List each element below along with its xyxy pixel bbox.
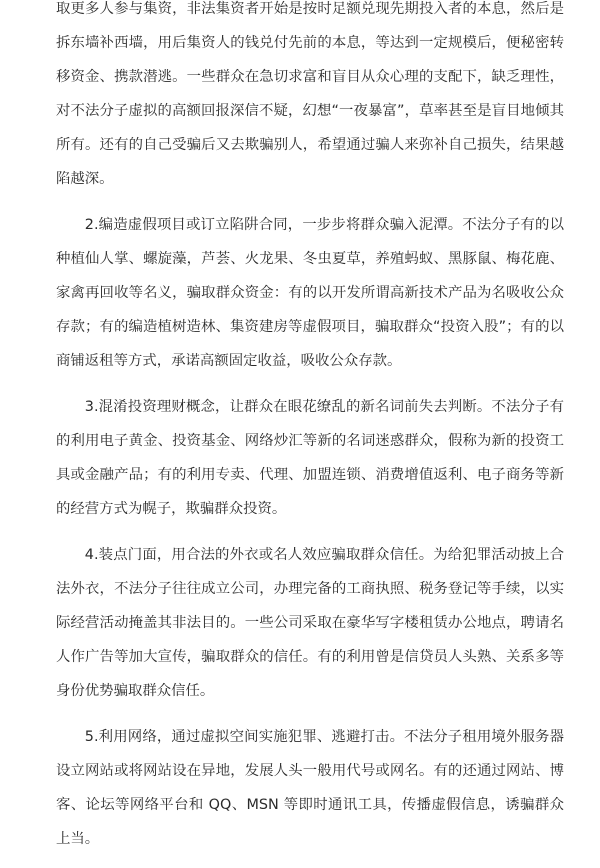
paragraph-fundraising-scheme: 取更多人参与集资，非法集资者开始是按时足额兑现先期投入者的本息，然后是拆东墙补西墙，用后集资人的钱兑付先前的本息，等达到一定规模后，便秘密转移资金、携款潜逃。一些群众在急切求富和盲目从众心理的支配下，缺乏理性，对不法分子虚拟的高额回报深信不疑，幻想“一夜暴富”，草率甚至是盲目地倾其所有。还有的自己受骗后又去欺骗别人，希望通过骗人来弥补自己损失，结果越陷越深。: [56, 1, 564, 187]
paragraph-legal-facade: 4.装点门面，用合法的外衣或名人效应骗取群众信任。为给犯罪活动披上合法外衣，不法分子往往成立公司，办理完备的工商执照、税务登记等手续，以实际经营活动掩盖其非法目的。一些公司采取在豪华写字楼租赁办公地点，聘请名人作广告等加大宣传，骗取群众的信任。有的利用曾是信贷员人头熟、关系多等身份优势骗取群众信任。: [56, 547, 564, 699]
paragraph-internet-fraud: 5.利用网络，通过虚拟空间实施犯罪、逃避打击。不法分子租用境外服务器设立网站或将网站设在异地，发展人头一般用代号或网名。有的还通过网站、博客、论坛等网络平台和 QQ、MSN 等即时通讯工具，传播虚假信息，诱骗群众上当。: [56, 729, 564, 847]
paragraph-investment-concepts: 3.混淆投资理财概念，让群众在眼花缭乱的新名词前失去判断。不法分子有的利用电子黄金、投资基金、网络炒汇等新的名词迷惑群众，假称为新的投资工具或金融产品；有的利用专卖、代理、加盟连锁、消费增值返利、电子商务等新的经营方式为幌子，欺骗群众投资。: [56, 399, 564, 517]
paragraph-fake-projects: 2.编造虚假项目或订立陷阱合同，一步步将群众骗入泥潭。不法分子有的以种植仙人掌、螺旋藻，芦荟、火龙果、冬虫夏草，养殖蚂蚁、黑豚鼠、梅花鹿、家禽再回收等名义，骗取群众资金：有的以开发所谓高新技术产品为名吸收公众存款；有的编造植树造林、集资建房等虚假项目，骗取群众“投资入股”；有的以商铺返租等方式，承诺高额固定收益，吸收公众存款。: [56, 217, 564, 369]
